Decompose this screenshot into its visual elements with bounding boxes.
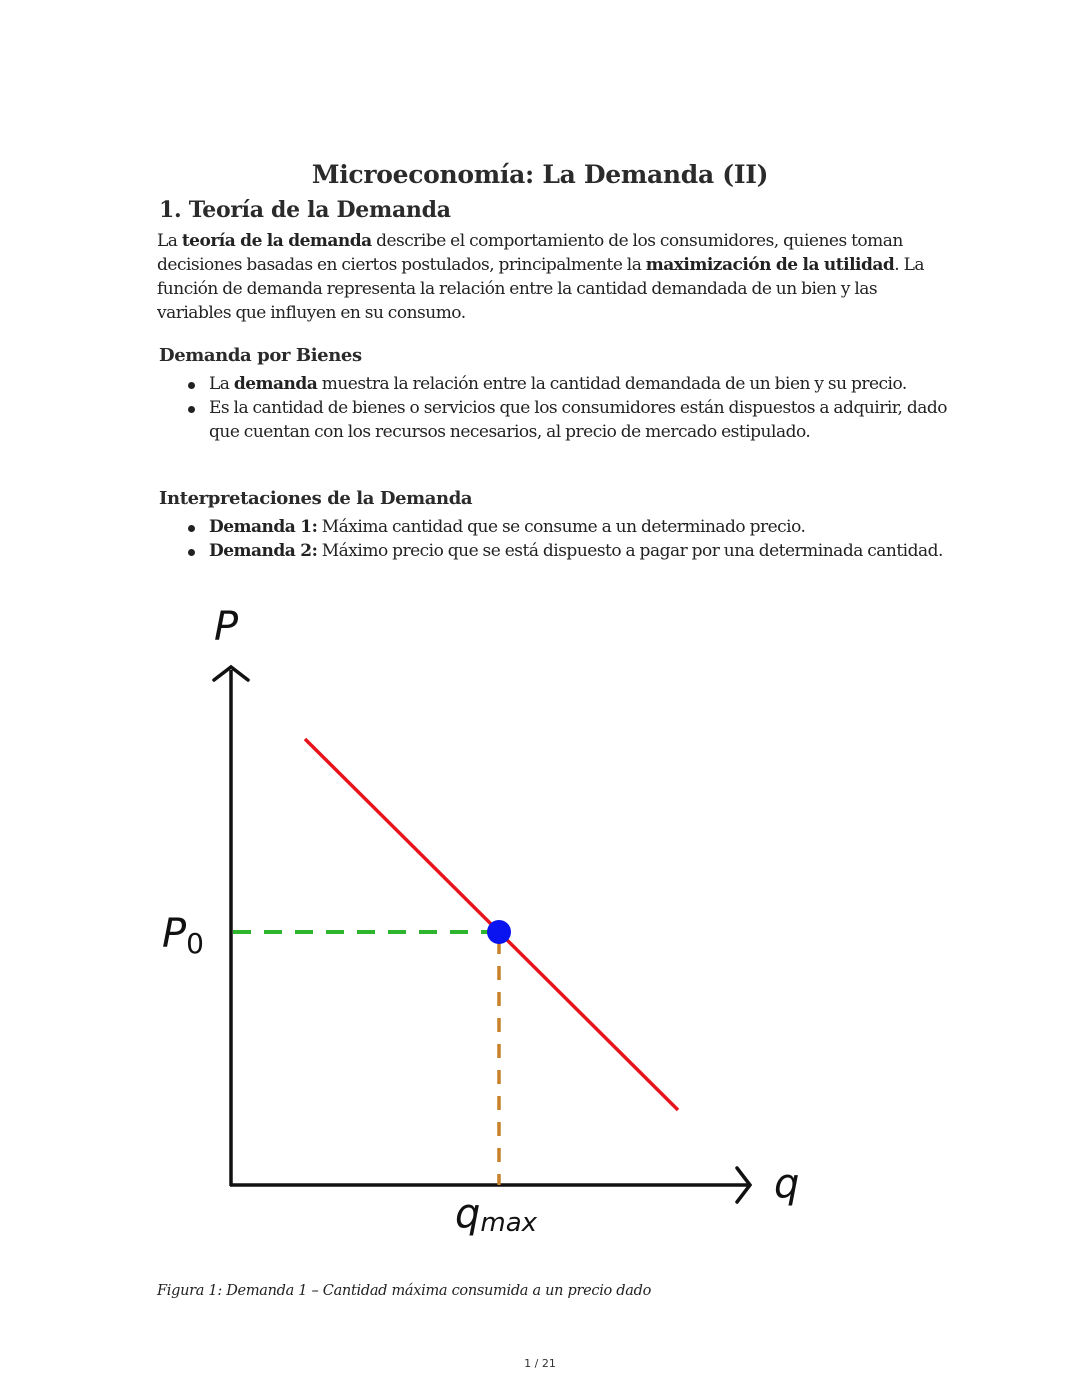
bullet-bold-term: Demanda 2: bbox=[209, 541, 318, 561]
bullet-text: La bbox=[209, 374, 234, 394]
subsection-heading-demanda-por-bienes: Demanda por Bienes bbox=[159, 345, 362, 366]
list-item bbox=[209, 539, 947, 563]
intro-bold-term: maximización de la utilidad bbox=[645, 255, 895, 275]
bullet-list-demanda-por-bienes bbox=[157, 372, 947, 444]
page-indicator: 1 / 21 bbox=[524, 1357, 556, 1370]
intro-text: La bbox=[157, 231, 182, 251]
bullet-text: muestra la relación entre la cantidad demandada de un bien y su precio. bbox=[317, 374, 907, 394]
list-item bbox=[209, 372, 947, 396]
intro-text: describe el comportamiento de los consumidores, quienes toman decisiones basadas en ciertos postulados, principalmente la bbox=[157, 231, 903, 275]
bullet-list-interpretaciones bbox=[157, 515, 947, 563]
document-title: Microeconomía: La Demanda (II) bbox=[311, 160, 769, 189]
list-item bbox=[209, 396, 947, 444]
figure-caption: Figura 1: Demanda 1 – Cantidad máxima consumida a un precio dado bbox=[157, 1283, 652, 1299]
bullet-bold-term: demanda bbox=[233, 374, 318, 394]
x-axis bbox=[230, 1168, 750, 1202]
bullet-bold-term: Demanda 1: bbox=[209, 517, 318, 537]
quantity-label: qmax bbox=[455, 1191, 538, 1238]
x-axis-label: q bbox=[774, 1161, 800, 1207]
y-axis bbox=[214, 667, 248, 1186]
intro-paragraph bbox=[157, 229, 947, 325]
bullet-text: Máxima cantidad que se consume a un determinado precio. bbox=[317, 517, 806, 537]
bullet-text: Máximo precio que se está dispuesto a pagar por una determinada cantidad. bbox=[317, 541, 943, 561]
equilibrium-point bbox=[487, 920, 511, 944]
list-item bbox=[209, 515, 947, 539]
bullet-text: Es la cantidad de bienes o servicios que los consumidores están dispuestos a adquirir, dado que cuentan con los recursos necesarios, al precio de mercado estipulado. bbox=[209, 398, 947, 442]
y-axis-label: P bbox=[214, 604, 239, 650]
subsection-heading-interpretaciones: Interpretaciones de la Demanda bbox=[159, 488, 473, 509]
price-label: P0 bbox=[162, 911, 204, 960]
section-heading: 1. Teoría de la Demanda bbox=[159, 197, 451, 223]
intro-bold-term: teoría de la demanda bbox=[181, 231, 372, 251]
demand-figure bbox=[150, 595, 830, 1255]
intro-text: . La función de demanda representa la relación entre la cantidad demandada de un bien y las variables que influyen en su consumo. bbox=[157, 255, 925, 323]
